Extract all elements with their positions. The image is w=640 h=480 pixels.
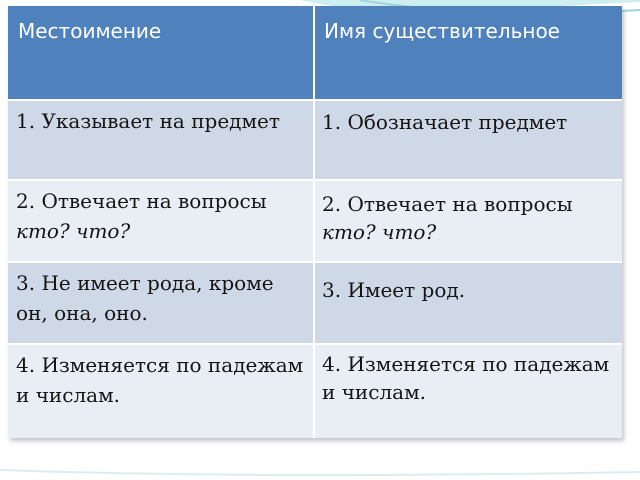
row2-noun-questions: кто? что? [322,220,437,244]
row2-pronoun-cell [8,180,314,262]
row3-noun-text: 3. Имеет род. [322,278,466,302]
row-divider [8,343,622,345]
row-divider [8,179,622,181]
row3-pronoun-cell [8,262,314,344]
row2-noun-text: 2. Отвечает на вопросы [322,192,573,216]
row1-noun-text: 1. Обозначает предмет [322,110,568,134]
header-pronoun: Местоимение [8,6,314,100]
row4-pronoun-cell [8,344,314,438]
row4-noun-cell [314,344,622,438]
row2-pronoun-text: 2. Отвечает на вопросы [16,189,267,213]
header-noun: Имя существительное [314,6,622,100]
row1-pronoun-cell [8,100,314,180]
row2-noun-cell [314,180,622,262]
row4-pronoun-text: 4. Изменяется по падежам и числам. [16,353,304,407]
comparison-table [8,6,622,438]
row4-noun-text: 4. Изменяется по падежам и числам. [322,352,610,404]
row1-noun-cell [314,100,622,180]
row-divider [8,261,622,263]
column-divider [313,6,315,438]
row3-noun-cell [314,262,622,344]
row2-pronoun-questions: кто? что? [16,219,131,243]
row3-pronoun-text: 3. Не имеет рода, кроме он, она, оно. [16,271,274,325]
row1-pronoun-text: 1. Указывает на предмет [16,109,280,133]
row-divider [8,99,622,101]
